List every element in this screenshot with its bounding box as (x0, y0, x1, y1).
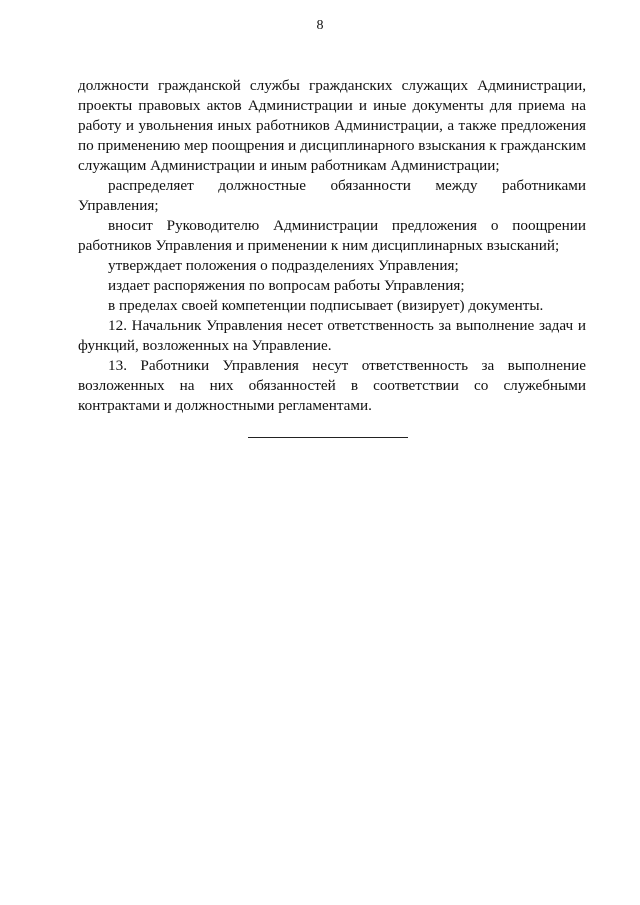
paragraph-item-12: 12. Начальник Управления несет ответственность за выполнение задач и функций, возложенных на Управление. (78, 317, 586, 354)
paragraph-item-13: 13. Работники Управления несут ответственность за выполнение возложенных на них обязанностей в соответствии со служебными контрактами и должностными регламентами. (78, 357, 586, 414)
paragraph-duty-distribution: распределяет должностные обязанности между работниками Управления; (78, 177, 586, 214)
end-divider-line (248, 437, 408, 438)
paragraph-issue-orders: издает распоряжения по вопросам работы Управления; (108, 277, 465, 294)
document-body (78, 76, 586, 416)
paragraph-sign-documents: в пределах своей компетенции подписывает (визирует) документы. (108, 297, 544, 314)
page-number: 8 (316, 18, 324, 33)
paragraph-incentive-proposals: вносит Руководителю Администрации предложения о поощрении работников Управления и применении к ним дисциплинарных взысканий; (78, 217, 586, 254)
paragraph-approve-regulations: утверждает положения о подразделениях Управления; (108, 257, 459, 274)
paragraph-continuation: должности гражданской службы гражданских служащих Администрации, проекты правовых актов Администрации и иные документы для приема на работу и увольнения иных работников Администрации, а также предложения по применению мер поощрения и дисциплинарного взыскания к гражданским служащим Администрации и иным работникам Администрации; (78, 77, 586, 174)
